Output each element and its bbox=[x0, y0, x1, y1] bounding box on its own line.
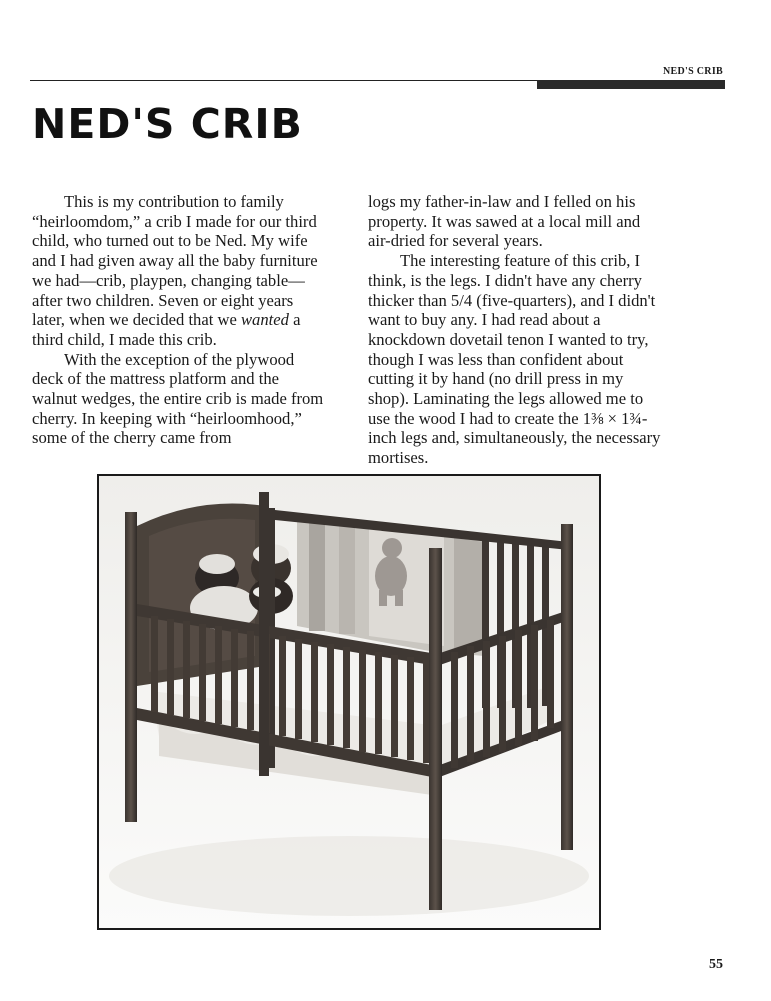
header-bar bbox=[537, 80, 725, 89]
crib-illustration bbox=[99, 476, 599, 928]
paragraph: logs my father-in-law and I felled on his property. It was sawed at a local mill and air-dried for several years. bbox=[368, 192, 641, 251]
paragraph: With the exception of the plywood deck of the mattress platform and the walnut wedges, the entire crib is made from cherry. In keeping with “heirloomhood,” some of the cherry came from bbox=[32, 349, 324, 448]
paragraph bbox=[32, 192, 327, 350]
running-head: NED'S CRIB bbox=[663, 66, 723, 77]
paragraph-text: a third child, I made this crib. bbox=[32, 310, 301, 349]
text-column-left bbox=[32, 192, 327, 448]
crib-photograph bbox=[97, 474, 601, 930]
page-number: 55 bbox=[709, 957, 723, 972]
text-column-right bbox=[368, 192, 663, 468]
page-title: NED'S CRIB bbox=[32, 100, 303, 148]
paragraph-text: This is my contribution to family “heirloomdom,” a crib I made for our third child, who turned out to be Ned. My wife and I had given away all the baby furniture we had—crib, playpen, changing table—after two children. Seven or eight years later, when we decided that we bbox=[32, 192, 318, 330]
paragraph: The interesting feature of this crib, I think, is the legs. I didn't have any cherry thicker than 5/4 (five-quarters), and I didn't want to buy any. I had read about a knockdown dovetail tenon I wanted to try, though I was less than confident about cutting it by hand (no drill press in my shop). Laminating the legs allowed me to use the wood I had to create the 1⅜ × 1¾-inch legs and, simultaneously, the necessary mortises. bbox=[368, 251, 661, 468]
emphasis-text: wanted bbox=[240, 310, 289, 330]
